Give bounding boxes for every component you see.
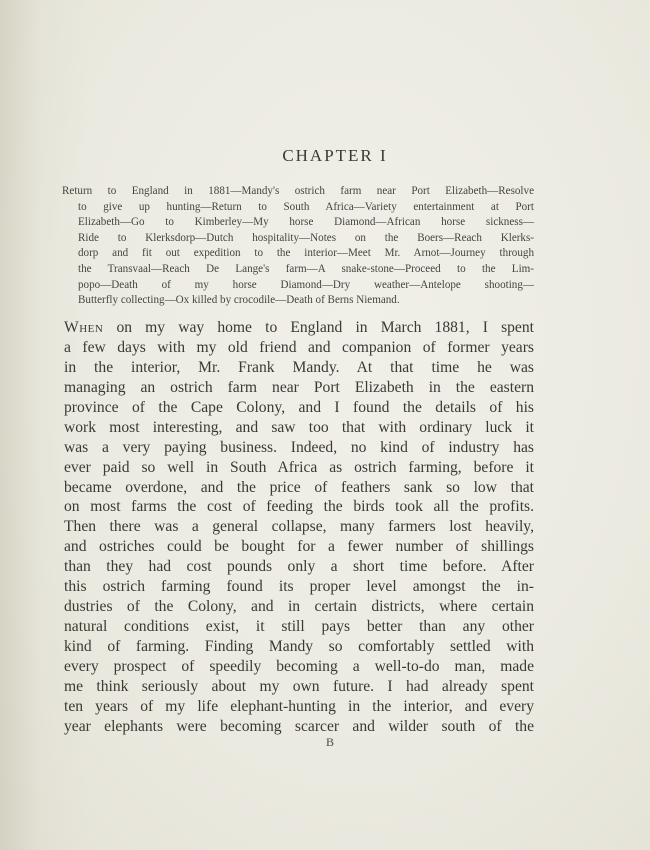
synopsis-line: Ride to Klerksdorp—Dutch hospitality—Notes on the Boers—Reach Klerks-	[78, 231, 534, 244]
chapter-synopsis	[62, 184, 534, 309]
body-line: and ostriches could be bought for a fewer number of shillings	[64, 538, 534, 556]
synopsis-line: the Transvaal—Reach De Lange's farm—A snake-stone—Proceed to the Lim-	[78, 262, 534, 275]
first-line-text: on my way home to England in March 1881, I spent	[103, 319, 534, 336]
body-line: this ostrich farming found its proper level amongst the in-	[64, 578, 534, 596]
body-line: Then there was a general collapse, many farmers lost heavily,	[64, 518, 534, 536]
body-line: year elephants were becoming scarcer and wilder south of the	[64, 717, 534, 735]
body-line: kind of farming. Finding Mandy so comfortably settled with	[64, 638, 534, 655]
body-line: dustries of the Colony, and in certain districts, where certain	[64, 598, 534, 616]
synopsis-line: to give up hunting—Return to South Africa—Variety entertainment at Port	[78, 200, 534, 213]
body-line: ten years of my life elephant-hunting in the interior, and every	[64, 697, 534, 715]
chapter-title: CHAPTER I	[282, 146, 388, 165]
body-line: in the interior, Mr. Frank Mandy. At that time he was	[64, 358, 534, 376]
synopsis-line: Return to England in 1881—Mandy's ostrich farm near Port Elizabeth—Resolve	[62, 185, 534, 197]
body-line: became overdone, and the price of feathers sank so low that	[64, 478, 534, 496]
body-line: work most interesting, and saw too that with ordinary luck it	[64, 418, 534, 436]
body-line: was a very paying business. Indeed, no kind of industry has	[64, 438, 534, 456]
body-line: every prospect of speedily becoming a well-to-do man, made	[64, 657, 534, 675]
body-line: ever paid so well in South Africa as ostrich farming, before it	[64, 458, 534, 476]
signature-mark: B	[325, 735, 334, 749]
body-line-first	[64, 318, 534, 338]
body-line: on most farms the cost of feeding the birds took all the profits.	[64, 498, 534, 516]
synopsis-line: Elizabeth—Go to Kimberley—My horse Diamond—African horse sickness—	[78, 216, 534, 229]
body-line: natural conditions exist, it still pays better than any other	[64, 618, 534, 636]
synopsis-line: Butterfly collecting—Ox killed by crocodile—Death of Berns Niemand.	[78, 294, 400, 307]
chapter-body	[64, 318, 534, 737]
opening-word: When	[64, 319, 104, 336]
synopsis-line: dorp and fit out expedition to the interior—Meet Mr. Arnot—Journey through	[78, 247, 534, 260]
body-line: managing an ostrich farm near Port Elizabeth in the eastern	[64, 378, 534, 396]
synopsis-line: popo—Death of my horse Diamond—Dry weather—Antelope shooting—	[78, 278, 534, 291]
body-line: province of the Cape Colony, and I found the details of his	[64, 398, 534, 416]
body-line: a few days with my old friend and companion of former years	[64, 338, 534, 356]
body-line: me think seriously about my own future. I had already spent	[64, 677, 534, 695]
body-line: than they had cost pounds only a short time before. After	[64, 558, 534, 576]
